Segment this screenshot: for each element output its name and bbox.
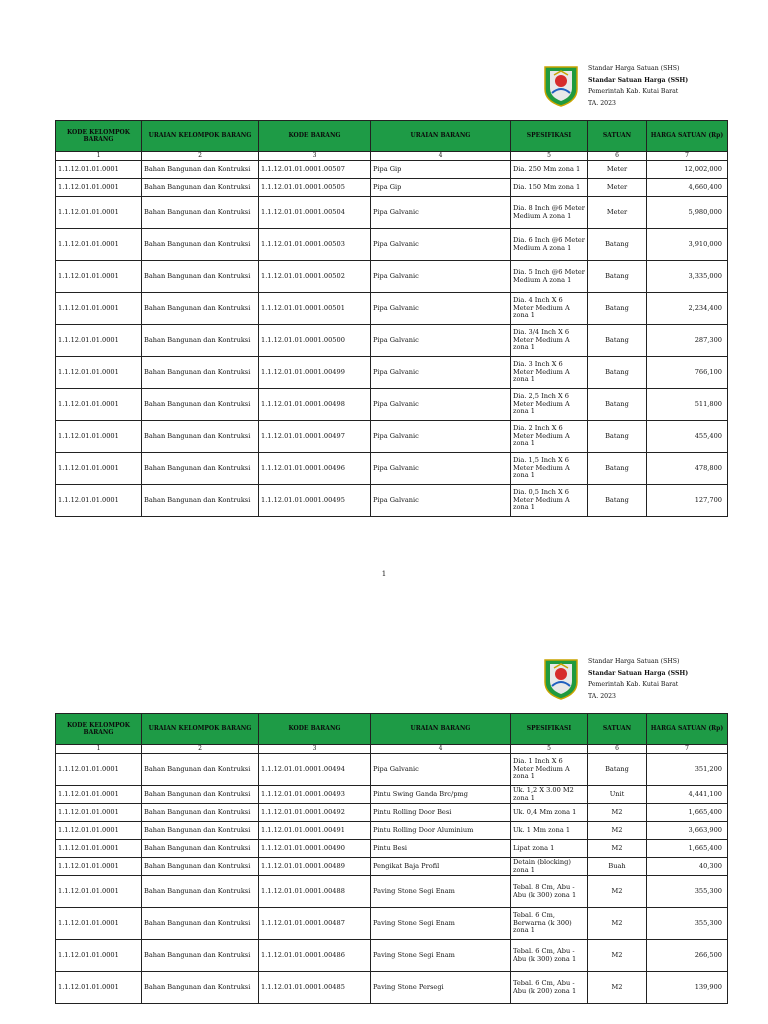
harga-cell: 478,800 [647, 453, 728, 485]
table-row [56, 804, 728, 822]
spesifikasi-cell: Dia. 3 Inch X 6 Meter Medium A zona 1 [511, 357, 588, 389]
kode-barang-cell: 1.1.12.01.01.0001.00494 [259, 754, 371, 786]
uraian-barang-cell: Pengikat Baja Profil [371, 858, 511, 876]
satuan-cell: Meter [588, 161, 647, 179]
spesifikasi-cell: Tebal. 6 Cm, Abu - Abu (k 200) zona 1 [511, 972, 588, 1004]
satuan-cell: M2 [588, 804, 647, 822]
uraian-kelompok-cell: Bahan Bangunan dan Kontruksi [142, 293, 259, 325]
column-number-row [56, 152, 728, 161]
uraian-barang-cell: Pintu Rolling Door Aluminium [371, 822, 511, 840]
kode-kelompok-cell: 1.1.12.01.01.0001 [56, 421, 142, 453]
satuan-cell: Batang [588, 389, 647, 421]
kode-barang-cell: 1.1.12.01.01.0001.00493 [259, 786, 371, 804]
column-number: 7 [647, 745, 728, 754]
column-header: SATUAN [588, 714, 647, 745]
uraian-barang-cell: Paving Stone Persegi [371, 972, 511, 1004]
column-header: HARGA SATUAN (Rp) [647, 121, 728, 152]
table-row [56, 453, 728, 485]
table-row [56, 421, 728, 453]
uraian-barang-cell: Paving Stone Segi Enam [371, 876, 511, 908]
column-header: SATUAN [588, 121, 647, 152]
uraian-barang-cell: Pipa Galvanic [371, 453, 511, 485]
kode-barang-cell: 1.1.12.01.01.0001.00490 [259, 840, 371, 858]
uraian-barang-cell: Pintu Swing Ganda Brc/pmg [371, 786, 511, 804]
uraian-kelompok-cell: Bahan Bangunan dan Kontruksi [142, 261, 259, 293]
column-header: KODE KELOMPOK BARANG [56, 121, 142, 152]
harga-cell: 511,800 [647, 389, 728, 421]
spesifikasi-cell: Dia. 3/4 Inch X 6 Meter Medium A zona 1 [511, 325, 588, 357]
column-header: SPESIFIKASI [511, 714, 588, 745]
spesifikasi-cell: Dia. 2,5 Inch X 6 Meter Medium A zona 1 [511, 389, 588, 421]
header-line-pemerintah: Pemerintah Kab. Kutai Barat [588, 88, 679, 95]
uraian-kelompok-cell: Bahan Bangunan dan Kontruksi [142, 840, 259, 858]
uraian-kelompok-cell: Bahan Bangunan dan Kontruksi [142, 389, 259, 421]
harga-cell: 40,300 [647, 858, 728, 876]
uraian-barang-cell: Pintu Rolling Door Besi [371, 804, 511, 822]
kode-barang-cell: 1.1.12.01.01.0001.00489 [259, 858, 371, 876]
column-number: 7 [647, 152, 728, 161]
kode-kelompok-cell: 1.1.12.01.01.0001 [56, 804, 142, 822]
uraian-barang-cell: Pipa Galvanic [371, 293, 511, 325]
harga-cell: 287,300 [647, 325, 728, 357]
column-number: 2 [142, 152, 259, 161]
price-table [55, 713, 728, 1004]
column-number: 3 [259, 152, 371, 161]
column-number-row [56, 745, 728, 754]
kode-barang-cell: 1.1.12.01.01.0001.00485 [259, 972, 371, 1004]
kode-barang-cell: 1.1.12.01.01.0001.00492 [259, 804, 371, 822]
spesifikasi-cell: Dia. 2 Inch X 6 Meter Medium A zona 1 [511, 421, 588, 453]
satuan-cell: M2 [588, 972, 647, 1004]
kode-kelompok-cell: 1.1.12.01.01.0001 [56, 485, 142, 517]
uraian-kelompok-cell: Bahan Bangunan dan Kontruksi [142, 754, 259, 786]
harga-cell: 355,300 [647, 876, 728, 908]
uraian-kelompok-cell: Bahan Bangunan dan Kontruksi [142, 485, 259, 517]
table-row [56, 822, 728, 840]
kode-barang-cell: 1.1.12.01.01.0001.00507 [259, 161, 371, 179]
spesifikasi-cell: Dia. 6 Inch @6 Meter Medium A zona 1 [511, 229, 588, 261]
uraian-kelompok-cell: Bahan Bangunan dan Kontruksi [142, 229, 259, 261]
satuan-cell: Batang [588, 293, 647, 325]
harga-cell: 355,300 [647, 908, 728, 940]
column-number: 5 [511, 152, 588, 161]
uraian-kelompok-cell: Bahan Bangunan dan Kontruksi [142, 786, 259, 804]
kode-kelompok-cell: 1.1.12.01.01.0001 [56, 840, 142, 858]
kode-barang-cell: 1.1.12.01.01.0001.00500 [259, 325, 371, 357]
harga-cell: 1,665,400 [647, 804, 728, 822]
uraian-kelompok-cell: Bahan Bangunan dan Kontruksi [142, 357, 259, 389]
kode-kelompok-cell: 1.1.12.01.01.0001 [56, 389, 142, 421]
kode-barang-cell: 1.1.12.01.01.0001.00491 [259, 822, 371, 840]
satuan-cell: M2 [588, 940, 647, 972]
harga-cell: 1,665,400 [647, 840, 728, 858]
harga-cell: 766,100 [647, 357, 728, 389]
spesifikasi-cell: Dia. 250 Mm zona 1 [511, 161, 588, 179]
satuan-cell: Batang [588, 229, 647, 261]
table-row [56, 197, 728, 229]
table-row [56, 161, 728, 179]
kode-kelompok-cell: 1.1.12.01.01.0001 [56, 229, 142, 261]
kode-kelompok-cell: 1.1.12.01.01.0001 [56, 940, 142, 972]
uraian-barang-cell: Pipa Gip [371, 179, 511, 197]
uraian-kelompok-cell: Bahan Bangunan dan Kontruksi [142, 940, 259, 972]
column-number: 4 [371, 745, 511, 754]
column-number: 3 [259, 745, 371, 754]
table-row [56, 229, 728, 261]
table-row [56, 261, 728, 293]
spesifikasi-cell: Uk. 0,4 Mm zona 1 [511, 804, 588, 822]
table-row [56, 940, 728, 972]
spesifikasi-cell: Dia. 150 Mm zona 1 [511, 179, 588, 197]
uraian-kelompok-cell: Bahan Bangunan dan Kontruksi [142, 858, 259, 876]
header-line-ta: TA. 2023 [588, 692, 616, 700]
uraian-kelompok-cell: Bahan Bangunan dan Kontruksi [142, 161, 259, 179]
spesifikasi-cell: Detain (blocking) zona 1 [511, 858, 588, 876]
kode-barang-cell: 1.1.12.01.01.0001.00495 [259, 485, 371, 517]
kode-kelompok-cell: 1.1.12.01.01.0001 [56, 261, 142, 293]
harga-cell: 3,663,900 [647, 822, 728, 840]
kode-kelompok-cell: 1.1.12.01.01.0001 [56, 754, 142, 786]
header-line-ssh: Standar Satuan Harga (SSH) [588, 669, 689, 677]
kode-barang-cell: 1.1.12.01.01.0001.00487 [259, 908, 371, 940]
uraian-barang-cell: Pintu Besi [371, 840, 511, 858]
harga-cell: 5,980,000 [647, 197, 728, 229]
uraian-barang-cell: Pipa Gip [371, 161, 511, 179]
uraian-barang-cell: Pipa Galvanic [371, 261, 511, 293]
kode-kelompok-cell: 1.1.12.01.01.0001 [56, 357, 142, 389]
spesifikasi-cell: Uk. 1,2 X 3.00 M2 zona 1 [511, 786, 588, 804]
uraian-barang-cell: Pipa Galvanic [371, 325, 511, 357]
column-number: 6 [588, 745, 647, 754]
kutai-barat-emblem-icon [542, 656, 580, 700]
harga-cell: 139,900 [647, 972, 728, 1004]
satuan-cell: Batang [588, 485, 647, 517]
satuan-cell: Batang [588, 357, 647, 389]
column-header: KODE BARANG [259, 121, 371, 152]
spesifikasi-cell: Tebal. 6 Cm, Abu - Abu (k 300) zona 1 [511, 940, 588, 972]
kode-kelompok-cell: 1.1.12.01.01.0001 [56, 908, 142, 940]
kode-kelompok-cell: 1.1.12.01.01.0001 [56, 453, 142, 485]
harga-cell: 12,002,000 [647, 161, 728, 179]
column-number: 4 [371, 152, 511, 161]
table-row [56, 840, 728, 858]
kode-kelompok-cell: 1.1.12.01.01.0001 [56, 197, 142, 229]
column-number: 1 [56, 152, 142, 161]
spesifikasi-cell: Dia. 1,5 Inch X 6 Meter Medium A zona 1 [511, 453, 588, 485]
column-number: 1 [56, 745, 142, 754]
column-number: 5 [511, 745, 588, 754]
table-row [56, 293, 728, 325]
column-header: SPESIFIKASI [511, 121, 588, 152]
satuan-cell: Meter [588, 179, 647, 197]
header-text-block [588, 656, 688, 702]
satuan-cell: Batang [588, 453, 647, 485]
table-row [56, 485, 728, 517]
uraian-barang-cell: Pipa Galvanic [371, 229, 511, 261]
kode-kelompok-cell: 1.1.12.01.01.0001 [56, 876, 142, 908]
uraian-barang-cell: Pipa Galvanic [371, 357, 511, 389]
uraian-barang-cell: Pipa Galvanic [371, 197, 511, 229]
uraian-kelompok-cell: Bahan Bangunan dan Kontruksi [142, 908, 259, 940]
uraian-kelompok-cell: Bahan Bangunan dan Kontruksi [142, 179, 259, 197]
harga-cell: 3,335,000 [647, 261, 728, 293]
kode-kelompok-cell: 1.1.12.01.01.0001 [56, 858, 142, 876]
kode-barang-cell: 1.1.12.01.01.0001.00499 [259, 357, 371, 389]
satuan-cell: Batang [588, 421, 647, 453]
satuan-cell: Batang [588, 754, 647, 786]
satuan-cell: M2 [588, 822, 647, 840]
header-line-shs: Standar Harga Satuan (SHS) [588, 65, 680, 72]
price-table [55, 120, 728, 517]
table-header-row [56, 121, 728, 152]
column-header: KODE BARANG [259, 714, 371, 745]
table-row [56, 357, 728, 389]
kode-barang-cell: 1.1.12.01.01.0001.00505 [259, 179, 371, 197]
satuan-cell: Batang [588, 325, 647, 357]
header-line-ssh: Standar Satuan Harga (SSH) [588, 76, 689, 84]
spesifikasi-cell: Uk. 1 Mm zona 1 [511, 822, 588, 840]
table-row [56, 754, 728, 786]
harga-cell: 127,700 [647, 485, 728, 517]
column-number: 2 [142, 745, 259, 754]
uraian-kelompok-cell: Bahan Bangunan dan Kontruksi [142, 325, 259, 357]
harga-cell: 3,910,000 [647, 229, 728, 261]
satuan-cell: Batang [588, 261, 647, 293]
spesifikasi-cell: Dia. 0,5 Inch X 6 Meter Medium A zona 1 [511, 485, 588, 517]
spesifikasi-cell: Dia. 1 Inch X 6 Meter Medium A zona 1 [511, 754, 588, 786]
kutai-barat-emblem-icon [542, 63, 580, 107]
spesifikasi-cell: Dia. 8 Inch @6 Meter Medium A zona 1 [511, 197, 588, 229]
kode-barang-cell: 1.1.12.01.01.0001.00503 [259, 229, 371, 261]
satuan-cell: Unit [588, 786, 647, 804]
uraian-kelompok-cell: Bahan Bangunan dan Kontruksi [142, 822, 259, 840]
header-text-block [588, 63, 688, 109]
kode-kelompok-cell: 1.1.12.01.01.0001 [56, 179, 142, 197]
uraian-barang-cell: Pipa Galvanic [371, 754, 511, 786]
spesifikasi-cell: Tebal. 8 Cm, Abu - Abu (k 300) zona 1 [511, 876, 588, 908]
harga-cell: 2,234,400 [647, 293, 728, 325]
table-row [56, 325, 728, 357]
kode-barang-cell: 1.1.12.01.01.0001.00501 [259, 293, 371, 325]
spesifikasi-cell: Dia. 4 Inch X 6 Meter Medium A zona 1 [511, 293, 588, 325]
column-header: URAIAN BARANG [371, 121, 511, 152]
uraian-kelompok-cell: Bahan Bangunan dan Kontruksi [142, 197, 259, 229]
header-line-pemerintah: Pemerintah Kab. Kutai Barat [588, 681, 679, 688]
header-line-ta: TA. 2023 [588, 99, 616, 107]
satuan-cell: M2 [588, 908, 647, 940]
kode-kelompok-cell: 1.1.12.01.01.0001 [56, 293, 142, 325]
kode-barang-cell: 1.1.12.01.01.0001.00502 [259, 261, 371, 293]
kode-barang-cell: 1.1.12.01.01.0001.00498 [259, 389, 371, 421]
spesifikasi-cell: Lipat zona 1 [511, 840, 588, 858]
table-row [56, 389, 728, 421]
kode-kelompok-cell: 1.1.12.01.01.0001 [56, 822, 142, 840]
kode-barang-cell: 1.1.12.01.01.0001.00496 [259, 453, 371, 485]
spesifikasi-cell: Tebal. 6 Cm, Berwarna (k 300) zona 1 [511, 908, 588, 940]
harga-cell: 4,660,400 [647, 179, 728, 197]
kode-kelompok-cell: 1.1.12.01.01.0001 [56, 161, 142, 179]
spesifikasi-cell: Dia. 5 Inch @6 Meter Medium A zona 1 [511, 261, 588, 293]
page-number: 1 [381, 570, 387, 578]
kode-kelompok-cell: 1.1.12.01.01.0001 [56, 786, 142, 804]
kode-kelompok-cell: 1.1.12.01.01.0001 [56, 325, 142, 357]
uraian-kelompok-cell: Bahan Bangunan dan Kontruksi [142, 804, 259, 822]
uraian-kelompok-cell: Bahan Bangunan dan Kontruksi [142, 453, 259, 485]
uraian-barang-cell: Pipa Galvanic [371, 485, 511, 517]
header-line-shs: Standar Harga Satuan (SHS) [588, 658, 680, 665]
table-row [56, 908, 728, 940]
table-row [56, 972, 728, 1004]
kode-barang-cell: 1.1.12.01.01.0001.00488 [259, 876, 371, 908]
satuan-cell: Buah [588, 858, 647, 876]
kode-barang-cell: 1.1.12.01.01.0001.00486 [259, 940, 371, 972]
uraian-barang-cell: Pipa Galvanic [371, 421, 511, 453]
table-row [56, 786, 728, 804]
column-header: URAIAN KELOMPOK BARANG [142, 121, 259, 152]
harga-cell: 455,400 [647, 421, 728, 453]
column-number: 6 [588, 152, 647, 161]
harga-cell: 351,200 [647, 754, 728, 786]
satuan-cell: Meter [588, 197, 647, 229]
kode-kelompok-cell: 1.1.12.01.01.0001 [56, 972, 142, 1004]
column-header: KODE KELOMPOK BARANG [56, 714, 142, 745]
column-header: URAIAN KELOMPOK BARANG [142, 714, 259, 745]
uraian-kelompok-cell: Bahan Bangunan dan Kontruksi [142, 876, 259, 908]
table-row [56, 179, 728, 197]
uraian-barang-cell: Pipa Galvanic [371, 389, 511, 421]
uraian-kelompok-cell: Bahan Bangunan dan Kontruksi [142, 421, 259, 453]
uraian-kelompok-cell: Bahan Bangunan dan Kontruksi [142, 972, 259, 1004]
table-row [56, 858, 728, 876]
satuan-cell: M2 [588, 840, 647, 858]
uraian-barang-cell: Paving Stone Segi Enam [371, 940, 511, 972]
harga-cell: 266,500 [647, 940, 728, 972]
kode-barang-cell: 1.1.12.01.01.0001.00504 [259, 197, 371, 229]
table-header-row [56, 714, 728, 745]
uraian-barang-cell: Paving Stone Segi Enam [371, 908, 511, 940]
table-row [56, 876, 728, 908]
column-header: HARGA SATUAN (Rp) [647, 714, 728, 745]
satuan-cell: M2 [588, 876, 647, 908]
harga-cell: 4,441,100 [647, 786, 728, 804]
kode-barang-cell: 1.1.12.01.01.0001.00497 [259, 421, 371, 453]
column-header: URAIAN BARANG [371, 714, 511, 745]
